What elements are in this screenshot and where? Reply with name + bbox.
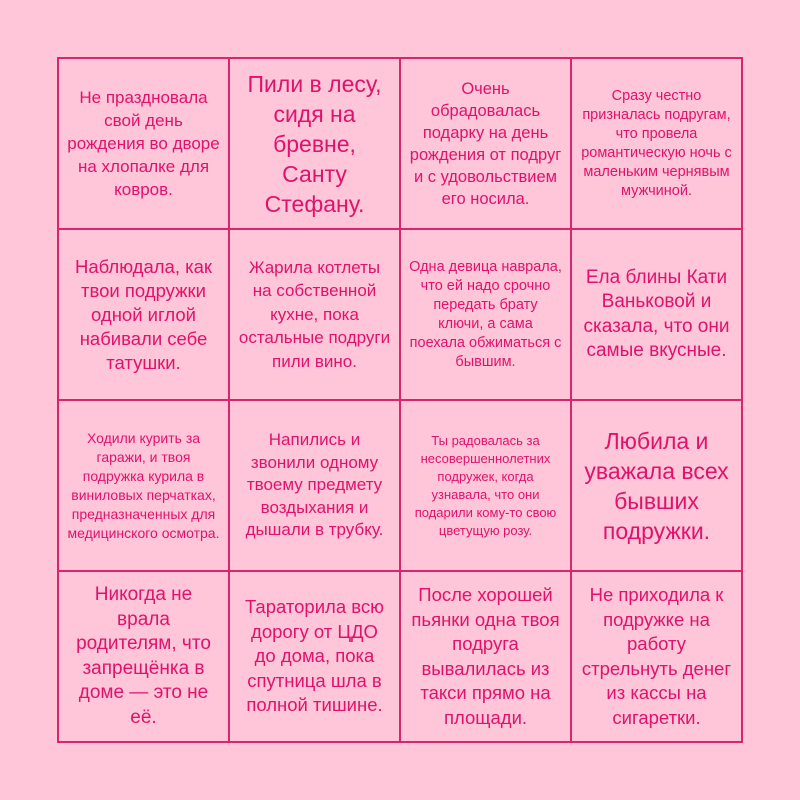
cell-text: Ходили курить за гаражи, и твоя подружка курила в виниловых перчатках, предназначенных для медицинского осмотра. bbox=[67, 429, 220, 541]
bingo-cell[interactable] bbox=[572, 572, 743, 743]
cell-text: Тараторила всю дорогу от ЦДО до дома, пока спутница шла в полной тишине. bbox=[244, 596, 385, 716]
bingo-cell[interactable] bbox=[401, 59, 572, 230]
cell-text: После хорошей пьянки одна твоя подруга вывалилась из такси прямо на площади. bbox=[411, 584, 560, 728]
bingo-cell[interactable] bbox=[59, 59, 230, 230]
bingo-cell[interactable] bbox=[572, 230, 743, 401]
bingo-cell[interactable] bbox=[230, 230, 401, 401]
cell-text: Пили в лесу, сидя на бревне, Санту Стефану. bbox=[247, 70, 382, 217]
bingo-cell[interactable] bbox=[59, 230, 230, 401]
bingo-grid bbox=[57, 57, 743, 743]
bingo-cell[interactable] bbox=[401, 572, 572, 743]
cell-text: Сразу честно призналась подругам, что провела романтическую ночь с маленьким чернявым мужчиной. bbox=[581, 87, 732, 199]
cell-text: Очень обрадовалась подарку на день рождения от подруг и с удовольствием его носила. bbox=[409, 79, 562, 208]
cell-text: Напились и звонили одному твоему предмету воздыхания и дышали в трубку. bbox=[245, 430, 384, 540]
bingo-cell[interactable] bbox=[572, 59, 743, 230]
bingo-cell[interactable] bbox=[401, 401, 572, 572]
cell-text: Наблюдала, как твои подружки одной иглой набивали себе татушки. bbox=[74, 255, 212, 373]
bingo-cell[interactable] bbox=[59, 572, 230, 743]
cell-text: Не приходила к подружке на работу стрельнуть денег из кассы на сигаретки. bbox=[581, 584, 732, 728]
cell-text: Никогда не врала родителям, что запрещёнка в доме — это не её. bbox=[76, 584, 211, 728]
bingo-cell[interactable] bbox=[572, 401, 743, 572]
cell-text: Жарила котлеты на собственной кухне, пока остальные подруги пили вино. bbox=[238, 257, 391, 371]
bingo-cell[interactable] bbox=[59, 401, 230, 572]
cell-text: Не праздновала свой день рождения во дворе на хлопалке для ковров. bbox=[67, 88, 220, 199]
bingo-cell[interactable] bbox=[401, 230, 572, 401]
cell-text: Ела блины Кати Ваньковой и сказала, что они самые вкусные. bbox=[583, 266, 730, 361]
bingo-cell[interactable] bbox=[230, 59, 401, 230]
cell-text: Одна девица наврала, что ей надо срочно передать брату ключи, а сама поехала обжиматься с бывшим. bbox=[409, 258, 562, 370]
bingo-cell[interactable] bbox=[230, 401, 401, 572]
cell-text: Любила и уважала всех бывших подружки. bbox=[584, 427, 729, 544]
bingo-cell[interactable] bbox=[230, 572, 401, 743]
cell-text: Ты радовалась за несовершеннолетних подружек, когда узнавала, что они подарили кому-то свою цветущую розу. bbox=[414, 432, 557, 538]
